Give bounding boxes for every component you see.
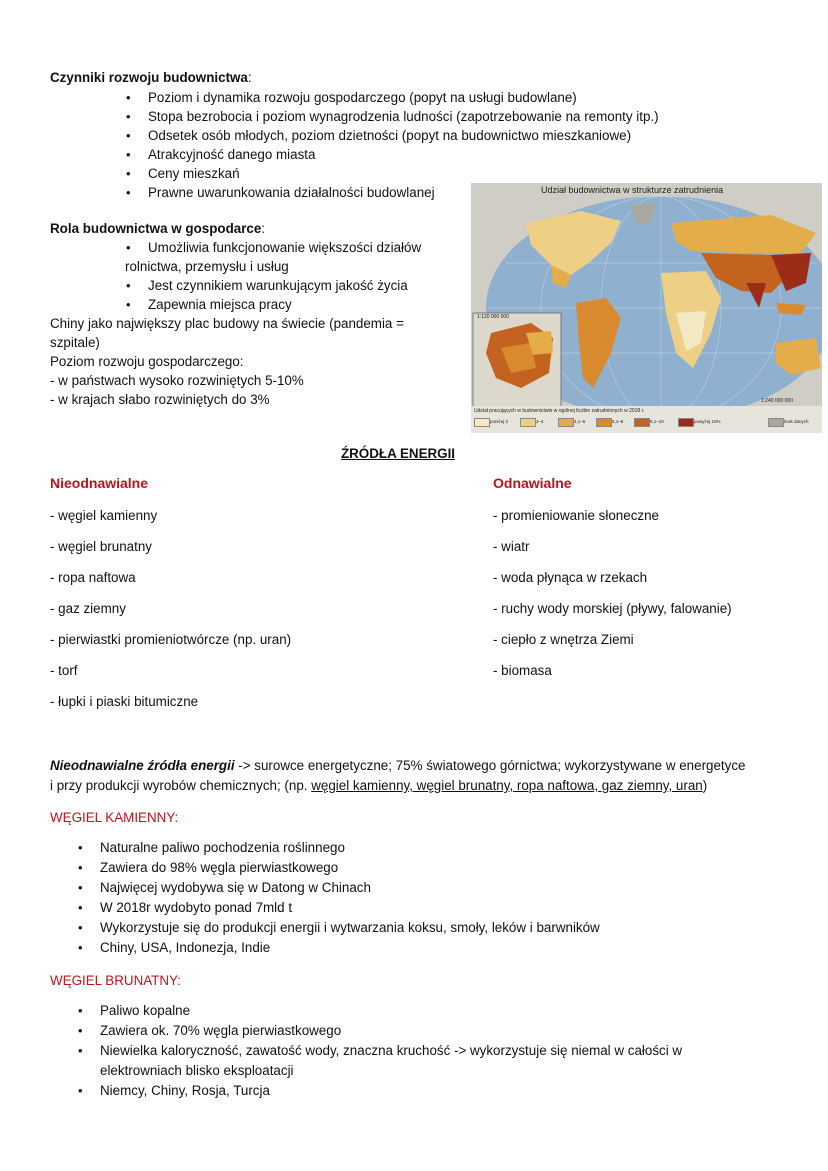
legend-label: 8,1–10 — [650, 419, 664, 424]
legend-label: 2–4 — [536, 419, 544, 424]
list-item: • Stopa bezrobocia i poziom wynagrodzenia ludności (zapotrzebowanie na remonty itp.) — [148, 107, 708, 126]
renewable-title: Odnawialne — [493, 475, 572, 491]
role-heading: Rola budownictwa w gospodarce: — [50, 221, 266, 236]
role-list — [148, 238, 448, 257]
world-map-figure — [471, 183, 822, 433]
list-item: - pierwiastki promieniotwórcze (np. uran) — [50, 632, 292, 647]
hard-coal-list — [100, 838, 800, 958]
list-item: • Zawiera do 98% węgla pierwiastkowego — [100, 858, 800, 878]
list-item: • Niemcy, Chiny, Rosja, Turcja — [100, 1081, 800, 1101]
list-item: • Naturalne paliwo pochodzenia roślinnego — [100, 838, 800, 858]
map-legend — [474, 416, 820, 430]
renewable-list — [493, 506, 813, 692]
world-map — [471, 183, 822, 433]
list-item: • Chiny, USA, Indonezja, Indie — [100, 938, 800, 958]
china-note: Chiny jako największy plac budowy na świecie (pandemia = szpitale) Poziom rozwoju gospodarczego: - w państwach wysoko rozwiniętych 5-10% - w krajach słabo rozwiniętych do 3% — [50, 314, 460, 409]
list-item: - promieniowanie słoneczne — [493, 508, 659, 523]
list-item: • Ceny mieszkań — [148, 164, 708, 183]
list-item: • W 2018r wydobyto ponad 7mld t — [100, 898, 800, 918]
factors-heading: Czynniki rozwoju budownictwa: — [50, 70, 252, 85]
legend-label: powyżej 10% — [694, 419, 721, 424]
energy-sources-heading: ŹRÓDŁA ENERGII — [340, 446, 456, 461]
list-item: • Prawne uwarunkowania działalności budowlanej — [148, 183, 708, 202]
legend-label: poniżej 2 — [490, 419, 509, 424]
legend-label: 4,1–6 — [574, 419, 586, 424]
map-legend-title: Udział pracujących w budownictwie w ogólnej liczbie zatrudnionych w 2018 r. — [474, 408, 645, 414]
factors-title: Czynniki rozwoju budownictwa — [50, 70, 248, 85]
legend-label: brak danych — [784, 419, 809, 424]
map-title: Udział budownictwa w strukturze zatrudnienia — [541, 185, 724, 195]
list-item: • Odsetek osób młodych, poziom dzietności (popyt na budownictwo mieszkaniowe) — [148, 126, 708, 145]
map-inset-scale: 1:120 000 000 — [477, 314, 509, 320]
nonrenewable-list — [50, 506, 450, 723]
list-item: - gaz ziemny — [50, 601, 126, 616]
list-item: - ropa naftowa — [50, 570, 136, 585]
map-main-scale: 1:240 000 000 — [761, 398, 793, 404]
list-item: • Poziom i dynamika rozwoju gospodarczego (popyt na usługi budowlane) — [148, 88, 708, 107]
list-item: - biomasa — [493, 663, 552, 678]
list-item: • Atrakcyjność danego miasta — [148, 145, 708, 164]
hard-coal-title: WĘGIEL KAMIENNY: — [50, 810, 179, 825]
list-item: - wiatr — [493, 539, 530, 554]
level-high: - w państwach wysoko rozwiniętych 5-10% — [50, 373, 304, 388]
list-item: • Wykorzystuje się do produkcji energii i wytwarzania koksu, smoły, leków i barwników — [100, 918, 800, 938]
list-item: • Niewielka kaloryczność, zawatość wody, znaczna kruchość -> wykorzystuje się niemal w całości w elektrowniach blisko eksploatacji — [100, 1041, 800, 1081]
role-item1-cont: rolnictwa, przemysłu i usług — [125, 259, 289, 274]
brown-coal-list — [100, 1001, 800, 1101]
role-list-2 — [148, 276, 448, 314]
list-item: - węgiel kamienny — [50, 508, 158, 523]
level-low: - w krajach słabo rozwiniętych do 3% — [50, 392, 270, 407]
list-item: • Zapewnia miejsca pracy — [148, 295, 448, 314]
list-item: - ciepło z wnętrza Ziemi — [493, 632, 634, 647]
brown-coal-title: WĘGIEL BRUNATNY: — [50, 973, 181, 988]
legend-label: 6,1–8 — [612, 419, 624, 424]
nonrenewable-intro: Nieodnawialne źródła energii -> surowce energetyczne; 75% światowego górnictwa; wykorzystywane w energetyce i przy produkcji wyrobów chemicznych; (np. węgiel kamienny, węgiel brunatny, ropa naftowa, gaz ziemny, uran) — [50, 758, 746, 793]
list-item: • Najwięcej wydobywa się w Datong w Chinach — [100, 878, 800, 898]
list-item: • Umożliwia funkcjonowanie większości działów — [148, 238, 448, 257]
list-item: - łupki i piaski bitumiczne — [50, 694, 199, 709]
intro-term: Nieodnawialne źródła energii — [50, 758, 235, 773]
level-title: Poziom rozwoju gospodarczego: — [50, 354, 244, 369]
list-item: - węgiel brunatny — [50, 539, 152, 554]
role-title: Rola budownictwa w gospodarce — [50, 221, 262, 236]
nonrenewable-title: Nieodnawialne — [50, 475, 149, 491]
list-item: • Paliwo kopalne — [100, 1001, 800, 1021]
list-item: - woda płynąca w rzekach — [493, 570, 648, 585]
list-item: - ruchy wody morskiej (pływy, falowanie) — [493, 601, 732, 616]
list-item: • Jest czynnikiem warunkującym jakość życia — [148, 276, 448, 295]
list-item: - torf — [50, 663, 78, 678]
list-item: • Zawiera ok. 70% węgla pierwiastkowego — [100, 1021, 800, 1041]
